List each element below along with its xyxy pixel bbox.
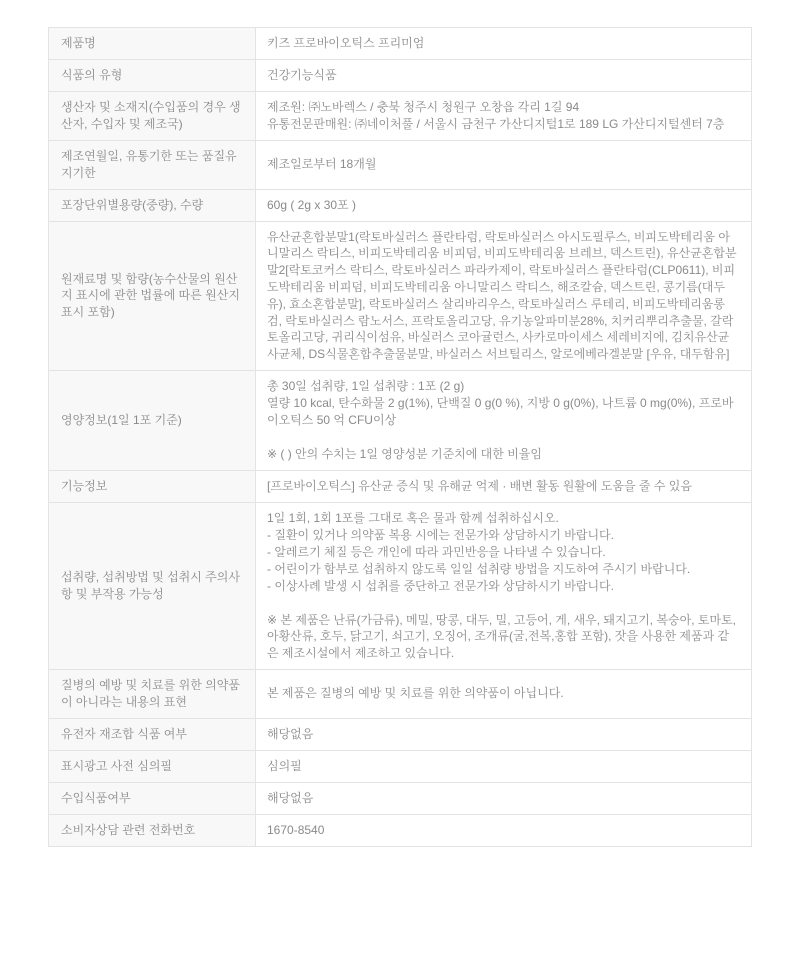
value-paragraph: 키즈 프로바이오틱스 프리미엄 xyxy=(267,36,425,50)
row-value xyxy=(256,221,752,370)
row-value xyxy=(256,502,752,669)
row-value xyxy=(256,814,752,846)
row-value xyxy=(256,92,752,141)
value-paragraph: 유산균혼합분말1(락토바실러스 플란타럼, 락토바실러스 아시도필루스, 비피도박테리움 아니말리스 락티스, 비피도박테리움 비피덤, 비피도박테리움 브레브, 덱스트린), 유산균혼합분말2[락토코커스 락티스, 락토바실러스 파라카제이, 락토바실러스 플란타럼(CLP0611), 비피도박테리움 비피덤, 비피도박테리움 아니말리스 락티스, 해조칼슘, 덱스트린, 콩기름(대두유), 효소혼합분말], 락토바실러스 살리바리우스, 락토바실러스 루테리, 비피도박테리움롱검, 락토바실러스 람노서스, 프락토올리고당, 유기농알파미분28%, 치커리뿌리추출물, 갈락토올리고당, 귀리식이섬유, 바실러스 코아귤런스, 사카로마이세스 세레비지에, 김치유산균사균체, DS식물혼합추출물분말, 바실러스 서브틸리스, 알로에베라겔분말 [우유, 대두함유] xyxy=(267,229,737,362)
row-label: 포장단위별용량(중량), 수량 xyxy=(49,189,256,221)
table-row xyxy=(49,189,752,221)
value-paragraph: - 이상사례 발생 시 섭취를 중단하고 전문가와 상담하시기 바랍니다. xyxy=(267,578,614,593)
table-row xyxy=(49,782,752,814)
product-info-table xyxy=(48,27,752,847)
value-paragraph: - 질환이 있거나 의약품 복용 시에는 전문가와 상담하시기 바랍니다. xyxy=(267,527,614,542)
value-paragraph: 해당없음 xyxy=(267,790,314,805)
table-row xyxy=(49,92,752,141)
value-paragraph xyxy=(267,429,737,446)
row-value xyxy=(256,470,752,502)
value-paragraph: 본 제품은 질병의 예방 및 치료를 위한 의약품이 아닙니다. xyxy=(267,686,564,701)
table-row xyxy=(49,141,752,190)
value-paragraph: 60g ( 2g x 30포 ) xyxy=(267,197,356,212)
value-paragraph: 총 30일 섭취량, 1일 섭취량 : 1포 (2 g) xyxy=(267,378,465,393)
product-detail-page xyxy=(0,27,800,977)
row-label: 제조연월일, 유통기한 또는 품질유지기한 xyxy=(49,141,256,190)
value-paragraph: [프로바이오틱스] 유산균 증식 및 유해균 억제 · 배변 활동 원활에 도움을 줄 수 있음 xyxy=(267,478,692,493)
table-row xyxy=(49,470,752,502)
table-row xyxy=(49,669,752,718)
value-paragraph: 열량 10 kcal, 탄수화물 2 g(1%), 단백질 0 g(0 %), 지방 0 g(0%), 나트륨 0 mg(0%), 프로바이오틱스 50 억 CFU이상 xyxy=(267,395,734,427)
value-paragraph: 건강기능식품 xyxy=(267,68,337,82)
row-label: 질병의 예방 및 치료를 위한 의약품이 아니라는 내용의 표현 xyxy=(49,669,256,718)
value-paragraph: 1일 1회, 1회 1포를 그대로 혹은 물과 함께 섭취하십시오. xyxy=(267,510,559,525)
row-label: 섭취량, 섭취방법 및 섭취시 주의사항 및 부작용 가능성 xyxy=(49,502,256,669)
product-info-table-body xyxy=(49,28,752,847)
row-value xyxy=(256,60,752,92)
row-label: 유전자 재조합 식품 여부 xyxy=(49,718,256,750)
table-row xyxy=(49,502,752,669)
row-label: 식품의 유형 xyxy=(49,60,256,92)
table-row xyxy=(49,221,752,370)
row-value xyxy=(256,782,752,814)
table-row xyxy=(49,60,752,92)
table-row xyxy=(49,718,752,750)
row-label: 제품명 xyxy=(49,28,256,60)
row-label: 영양정보(1일 1포 기준) xyxy=(49,370,256,470)
value-paragraph xyxy=(267,595,737,612)
row-label: 소비자상담 관련 전화번호 xyxy=(49,814,256,846)
value-paragraph: 심의필 xyxy=(267,758,302,773)
value-paragraph: 제조일로부터 18개월 xyxy=(267,157,377,172)
value-paragraph: - 어린이가 함부로 섭취하지 않도록 일일 섭취량 방법을 지도하여 주시기 바랍니다. xyxy=(267,561,691,576)
row-label: 생산자 및 소재지(수입품의 경우 생산자, 수입자 및 제조국) xyxy=(49,92,256,141)
row-value xyxy=(256,189,752,221)
row-label: 기능정보 xyxy=(49,470,256,502)
table-row xyxy=(49,750,752,782)
row-value xyxy=(256,370,752,470)
table-row xyxy=(49,28,752,60)
row-label: 표시광고 사전 심의필 xyxy=(49,750,256,782)
table-row xyxy=(49,814,752,846)
row-value xyxy=(256,718,752,750)
value-paragraph: 해당없음 xyxy=(267,726,314,741)
value-paragraph: 제조원: ㈜노바렉스 / 충북 청주시 청원구 오창읍 각리 1길 94 xyxy=(267,100,580,114)
value-paragraph: ※ 본 제품은 난류(가금류), 메밀, 땅콩, 대두, 밀, 고등어, 게, 새우, 돼지고기, 복숭아, 토마토, 아황산류, 호두, 닭고기, 쇠고기, 오징어, 조개류(굴,전복,홍합 포함), 잣을 사용한 제품과 같은 제조시설에서 제조하고 있습니다. xyxy=(267,612,737,661)
row-value xyxy=(256,141,752,190)
table-row xyxy=(49,370,752,470)
row-value xyxy=(256,28,752,60)
row-label: 수입식품여부 xyxy=(49,782,256,814)
row-value xyxy=(256,669,752,718)
row-label: 원재료명 및 함량(농수산물의 원산지 표시에 관한 법률에 따른 원산지 표시 포함) xyxy=(49,221,256,370)
value-paragraph: ※ ( ) 안의 수치는 1일 영양성분 기준치에 대한 비율임 xyxy=(267,446,542,461)
value-paragraph: 1670-8540 xyxy=(267,822,325,837)
row-value xyxy=(256,750,752,782)
value-paragraph: - 알레르기 체질 등은 개인에 따라 과민반응을 나타낼 수 있습니다. xyxy=(267,544,606,559)
value-paragraph: 유통전문판매원: ㈜네이처풀 / 서울시 금천구 가산디지털1로 189 LG 가산디지털센터 7층 xyxy=(267,117,725,131)
